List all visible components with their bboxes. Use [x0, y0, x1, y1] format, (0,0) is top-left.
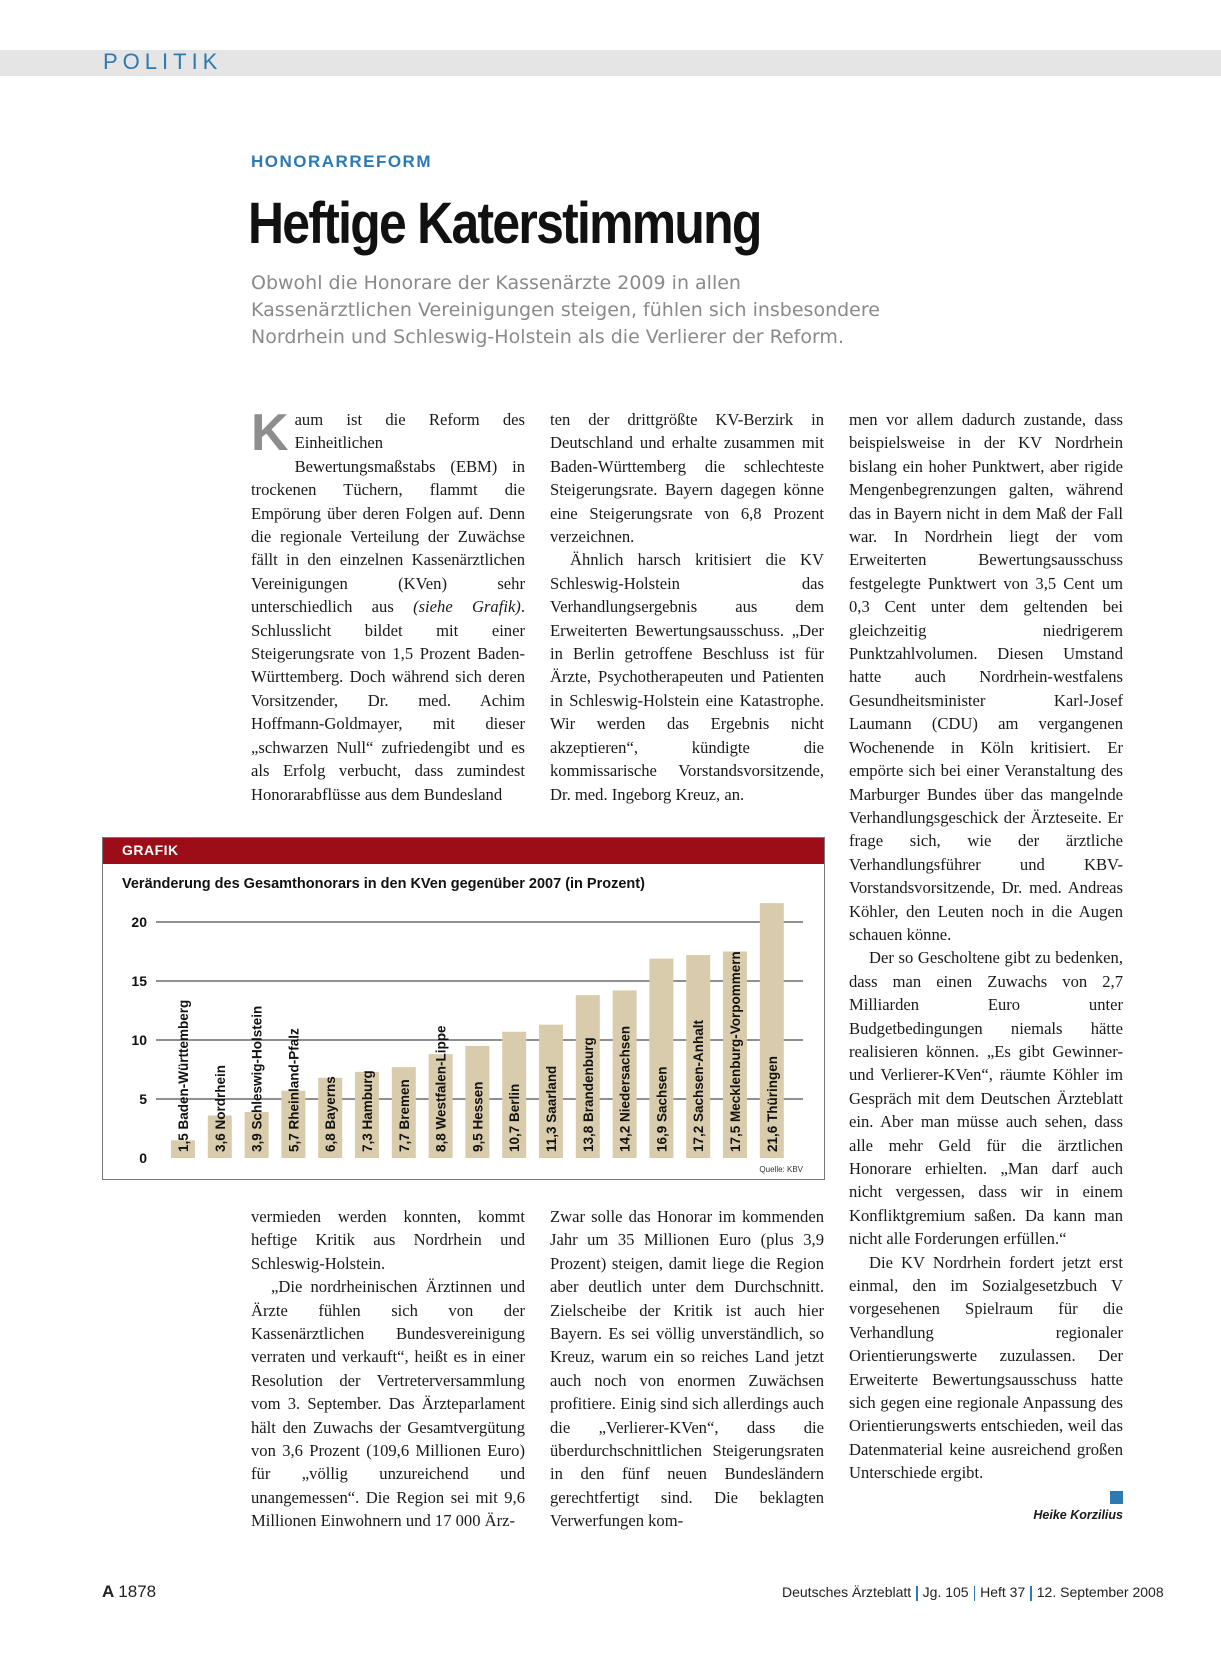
- paragraph: vermieden werden konnten, kommt heftige Kritik aus Nordrhein und Schleswig-Holstein.: [251, 1207, 525, 1273]
- bar-label: 6,8 Bayerns: [323, 1076, 339, 1152]
- paragraph: „Die nordrheinischen Ärztinnen und Ärzte fühlen sich von der Kassenärztlichen Bundesvereinigung verraten und verkauft“, heißt es in einer Resolution der Vertreterversammlung vom 3. September. Das Ärzteparlament hält den Zuwachs der Gesamtvergütung von 3,6 Prozent (109,6 Millionen Euro) für „völlig unzureichend und unangemessen“. Die Region sei mit 9,6 Millionen Einwohnern und 17 000 Ärz-: [251, 1277, 525, 1531]
- bar-label: 17,2 Sachsen-Anhalt: [691, 1019, 707, 1152]
- y-tick-label: 15: [131, 973, 147, 989]
- lead-line: Kassenärztlichen Vereinigungen steigen, fühlen sich insbesondere: [251, 299, 880, 321]
- bar-label: 7,7 Bremen: [396, 1079, 412, 1152]
- y-tick-label: 10: [131, 1032, 147, 1048]
- chart-source: Quelle: KBV: [759, 1165, 803, 1174]
- chart-title: Veränderung des Gesamthonorars in den KVen gegenüber 2007 (in Prozent): [122, 876, 645, 892]
- y-tick-label: 0: [139, 1150, 147, 1166]
- bar-label: 1,5 Baden-Württemberg: [176, 999, 191, 1152]
- page-number-value: 1878: [118, 1582, 157, 1601]
- bar-label: 13,8 Brandenburg: [580, 1037, 596, 1152]
- column-3: [849, 408, 1123, 1527]
- bar-label: 3,9 Schleswig-Holstein: [249, 1005, 265, 1152]
- bar-label: 21,6 Thüringen: [764, 1055, 780, 1152]
- bar-label: 5,7 Rheinland-Pfalz: [286, 1028, 302, 1152]
- separator: [1030, 1586, 1032, 1601]
- paragraph: ten der drittgrößte KV-Berzirk in Deutschland und erhalte zusammen mit Baden-Württemberg die schlechteste Steigerungsrate. Bayern dagegen könne eine Steigerungsrate von 6,8 Prozent verzeichnen.: [550, 410, 824, 547]
- bar-label: 17,5 Mecklenburg-Vorpommern: [728, 951, 743, 1152]
- page-prefix: A: [102, 1582, 115, 1601]
- headline: Heftige Katerstimmung: [248, 191, 761, 256]
- bar-label: 16,9 Sachsen: [654, 1066, 670, 1152]
- bar-label: 14,2 Niedersachsen: [617, 1025, 633, 1152]
- bar-label: 7,3 Hamburg: [360, 1070, 375, 1152]
- journal-footer: [782, 1584, 1164, 1601]
- end-mark: [1110, 1491, 1123, 1504]
- column-1-top: [251, 404, 525, 806]
- paragraph: . Schlusslicht bildet mit einer Steigerungsrate von 1,5 Prozent Baden-Württemberg. Doch während sich deren Vorsitzender, Dr. med. Achim Hoffmann-Goldmayer, mit dieser „schwarzen Null“ zufriedengibt und es als Erfolg verbucht, dass zumindest Honorarabflüsse aus dem Bundesland: [251, 597, 525, 804]
- separator: [974, 1586, 976, 1601]
- section-title: POLITIK: [103, 49, 223, 74]
- column-2-bottom: [550, 1205, 824, 1533]
- bar-label: 9,5 Hessen: [470, 1081, 486, 1152]
- page-number: [102, 1582, 156, 1602]
- bar-label: 8,8 Westfalen-Lippe: [433, 1025, 449, 1152]
- paragraph: Der so Gescholtene gibt zu bedenken, dass man einen Zuwachs von 2,7 Milliarden Euro unter Budgetbedingungen niemals hätte realisieren können. „Es gibt Gewinner- und Verlierer-KVen“, räumte Köhler im Gespräch mit dem Deutschen Ärzteblatt ein. Aber man müsse auch sehen, dass alle mehr Geld für die ärztlichen Honorare erhielten. „Man darf auch nicht vergessen, dass wir in einem Konfliktgremium saßen. Da kann man nicht alle Forderungen erfüllen.“: [849, 948, 1123, 1249]
- lead-line: Obwohl die Honorare der Kassenärzte 2009 in allen: [251, 272, 741, 294]
- author: Heike Korzilius: [1033, 1507, 1123, 1522]
- dropcap: K: [251, 404, 289, 462]
- bar-chart: [103, 838, 824, 1179]
- separator: [916, 1586, 918, 1601]
- bar-label: 10,7 Berlin: [507, 1083, 523, 1152]
- paragraph: men vor allem dadurch zustande, dass beispielsweise in der KV Nordrhein bislang ein hoher Punktwert, aber rigide Mengenbegrenzungen galten, während das in Bayern nicht in dem Maß der Fall war. In Nordrhein liegt der vom Erweiterten Bewertungsausschuss festgelegte Punktwert von 3,5 Cent um 0,3 Cent unter dem geltenden bei gleichzeitig niedrigerem Punktzahlvolumen. Diesen Umstand hatte auch Nordrhein-westfalens Gesundheitsminister Karl-Josef Laumann (CDU) am vergangenen Wochenende in Köln kritisiert. Er empörte sich bei einer Veranstaltung des Marburger Bundes über das mangelnde Verhandlungsgeschick der Ärzteseite. Er frage sich, wie der ärztliche Verhandlungsführer und KBV-Vorstandsvorsitzende, Dr. med. Andreas Köhler, den Leuten noch in die Augen schauen könne.: [849, 410, 1123, 944]
- grafik-box: [102, 837, 825, 1180]
- lead-line: Nordrhein und Schleswig-Holstein als die Verlierer der Reform.: [251, 326, 844, 348]
- column-2-top: [550, 408, 824, 806]
- y-tick-label: 20: [131, 914, 147, 930]
- bar-label: 11,3 Saarland: [544, 1065, 559, 1152]
- paragraph: Ähnlich harsch kritisiert die KV Schleswig-Holstein das Verhandlungsergebnis aus dem Erweiterten Bewertungsausschuss. „Der in Berlin getroffene Beschluss ist für Ärzte, Psychotherapeuten und Patienten in Schleswig-Holstein eine Katastrophe. Wir werden das Ergebnis nicht akzeptieren“, kündigte die kommissarische Vorstandsvorsitzende, Dr. med. Ingeborg Kreuz, an.: [550, 550, 824, 804]
- y-tick-label: 5: [139, 1091, 147, 1107]
- figure-reference: (siehe Grafik): [413, 597, 521, 617]
- bar-label: 3,6 Nordrhein: [212, 1064, 228, 1152]
- kicker: HONORARREFORM: [251, 152, 432, 171]
- paragraph: Zwar solle das Honorar im kommenden Jahr um 35 Millionen Euro (plus 3,9 Prozent) steigen, damit liege die Region aber deutlich unter dem Durchschnitt. Zielscheibe der Kritik ist auch hier Bayern. Es sei völlig unverständlich, so Kreuz, warum ein so reiches Land jetzt auch noch von enormen Zuwächsen profitiere. Einig sind sich allerdings auch die „Verlierer-KVen“, dass die überdurchschnittlichen Steigerungsraten in den fünf neuen Bundesländern gerechtfertigt sind. Die beklagten Verwerfungen kom-: [550, 1207, 824, 1531]
- column-1-bottom: [251, 1205, 525, 1533]
- journal-name: Deutsches Ärzteblatt: [782, 1584, 912, 1600]
- grafik-label: GRAFIK: [122, 842, 179, 858]
- paragraph: aum ist die Reform des Einheitlichen Bewertungsmaßstabs (EBM) in trockenen Tüchern, flammt die Empörung über deren Folgen auf. Denn die regionale Verteilung der Zuwächse fällt in den einzelnen Kassenärztlichen Vereinigungen (KVen) sehr unterschiedlich aus: [251, 410, 525, 617]
- paragraph: Die KV Nordrhein fordert jetzt erst einmal, den im Sozialgesetzbuch V vorgesehenen Spielraum für die Verhandlung regionaler Orientierungswerte zuzulassen. Der Erweiterte Bewertungsausschuss hatte sich gegen eine regionale Anpassung des Orientierungswerts entschieden, weil das Datenmaterial keine ausreichend großen Unterschiede ergibt.: [849, 1252, 1123, 1483]
- issue: Heft 37: [980, 1584, 1026, 1600]
- volume: Jg. 105: [922, 1584, 969, 1600]
- lead: [251, 270, 971, 351]
- date: 12. September 2008: [1036, 1584, 1164, 1600]
